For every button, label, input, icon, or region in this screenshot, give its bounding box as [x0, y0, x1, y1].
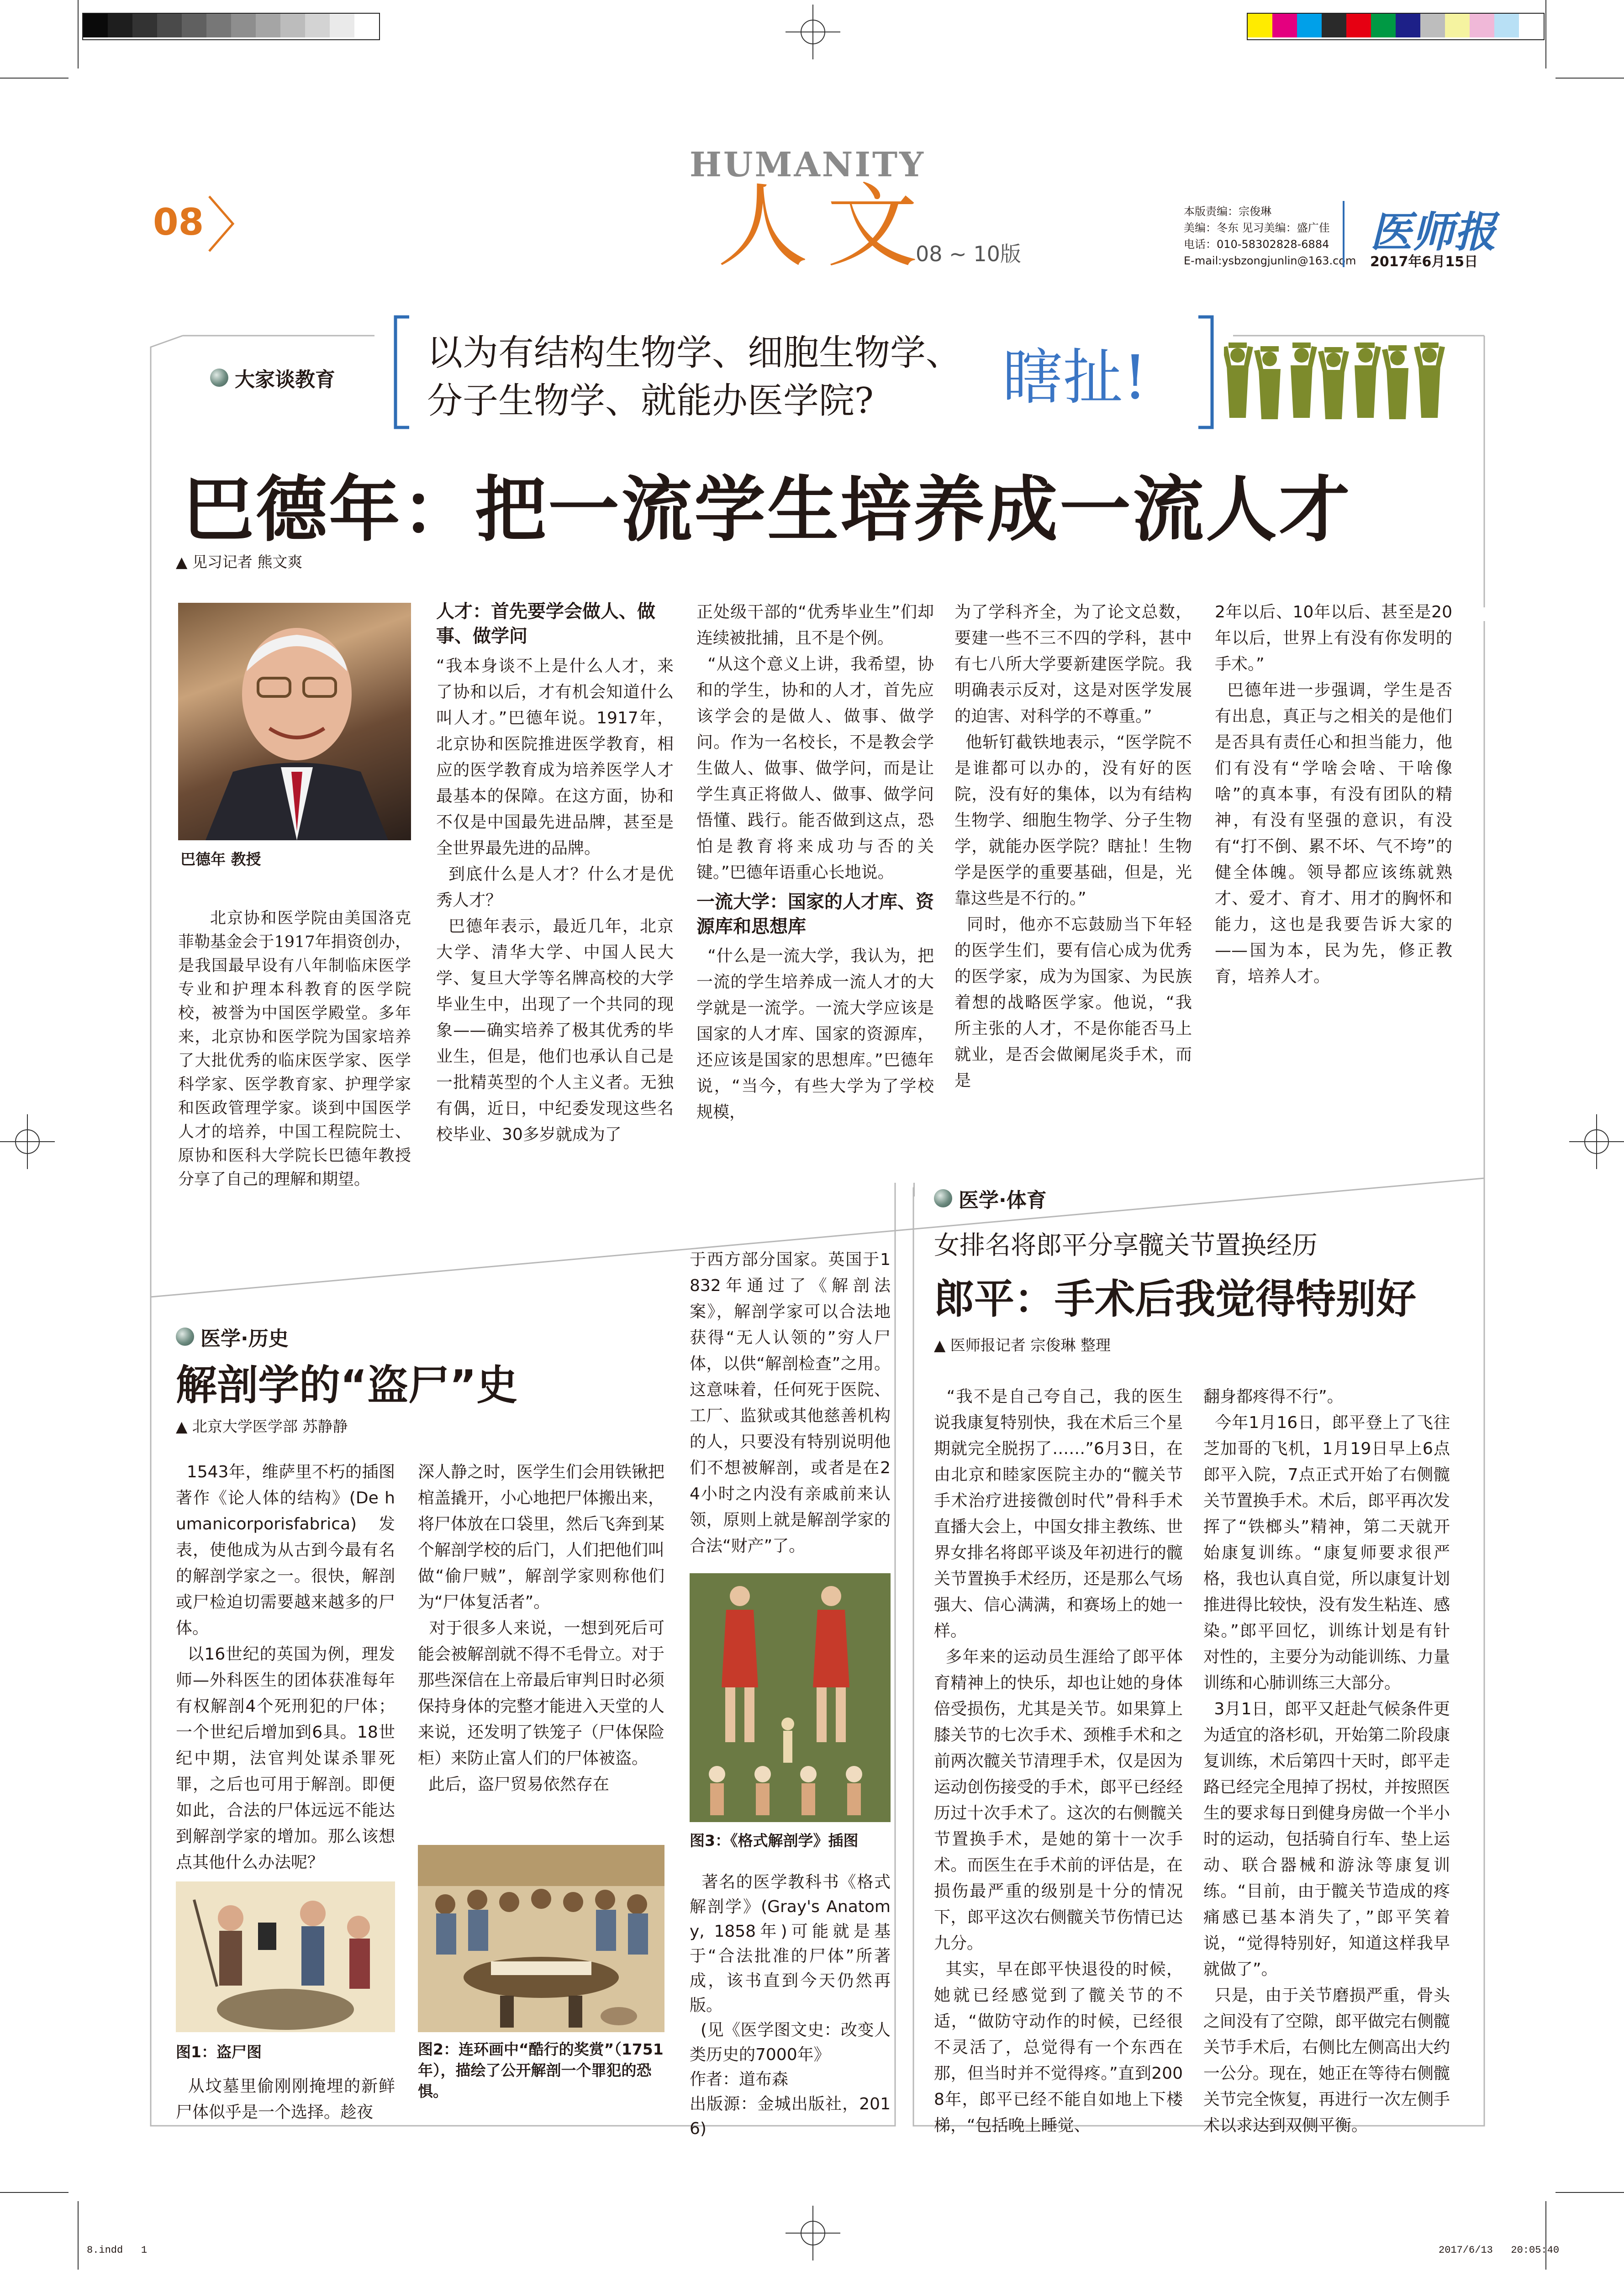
article1-byline: ▲ 见习记者 熊文爽 [176, 553, 303, 571]
article3-headline: 郎平：手术后我觉得特别好 [934, 1275, 1417, 1323]
article2-col1-bottom: 从坟墓里偷刚刚掩埋的新鲜尸体似乎是一个选择。趁夜 [176, 2077, 395, 2122]
graduates-silhouette-icon [1224, 338, 1471, 420]
article3-kicker: 女排名将郎平分享髋关节置换经历 [934, 1231, 1318, 1260]
article2-headline: 解剖学的“盗尸”史 [176, 1361, 518, 1409]
quote-bracket-right-icon [1197, 315, 1215, 429]
article1-intro: 北京协和医学院由美国洛克菲勒基金会于1917年捐资创办，是我国最早设有八年制临床医学专业和护理本科教育的医学院校，被誉为中国医学殿堂。多年来，北京协和医学院为国家培养了大批优秀的临床医学家、医学科学家、医学教育家、护理学家和医政管理学家。谈到中国医学人才的培养，中国工程院院士、原协和医科大学院长巴德年教授分享了自己的理解和期望。 [178, 909, 411, 1189]
section-dot-icon [176, 1328, 194, 1346]
design-credit: 美编：冬东 见习美编：盛广佳 [1184, 221, 1330, 234]
quote-line-1: 以为有结构生物学、细胞生物学、 [427, 332, 962, 374]
article1-subhead-1: 人才：首先要学会做人、做事、做学问 [436, 601, 655, 647]
article3-divider [913, 1183, 915, 1196]
article3-col1: “我不是自己夸自己，我的医生说我康复特别快，我在术后三个星期就完全脱拐了……”6月3日，在由北京和睦家医院主办的“髋关节手术治疗进接微创时代”骨科手术直播大会上，中国女排主教练、世界女排名将郎平谈及年初进行的髋关节置换手术经历，还是那么气场强大、信心满满，和赛场上的她一样。 多年来的运动员生涯给了郎平体育精神上的快乐，却也让她的身体倍受损伤，尤其是关节。如果算上膝关节的七次手术、颈椎手术和之前两次髋关节清理手术，仅是因为运动创伤接受的手术，郎平已经经历过十次手术了。这次的右侧髋关节置换手术，是她的第十一次手术。而医生在手术前的评估是，在损伤最严重的级别是十分的情况下，郎平这次右侧髋关节伤情已达九分。 其实，早在郎平快退役的时候，她就已经感觉到了髋关节的不适，“做防守动作的时候，已经很不灵活了，总觉得有一个东西在那，但当时并不觉得疼。”直到2008年，郎平已经不能自如地上下楼梯，“包括晚上睡觉、 [934, 1387, 1183, 2135]
article1-headline: 巴德年：把一流学生培养成一流人才 [183, 468, 1352, 551]
file-slug: 8.indd 1 [87, 2245, 148, 2256]
article3-col2: 翻身都疼得不行”。 今年1月16日，郎平登上了飞往芝加哥的飞机，1月19日早上6点郎平入院，7点正式开始了右侧髋关节置换手术。术后，郎平再次发挥了“铁榔头”精神，第二天就开始康复训练。“康复师要求很严格，我也认真自觉，所以康复计划推进得比较快，没有发生粘连、感染。”郎平回忆，训练计划是有针对性的，主要分为动能训练、力量训练和心肺训练三大部分。 3月1日，郎平又赶赴气候条件更为适宜的洛杉矶，开始第二阶段康复训练，术后第四十天时，郎平走路已经完全甩掉了拐杖，并按照医生的要求每日到健身房做一个半小时的运动，包括骑自行车、垫上运动、联合器械和游泳等康复训练。“目前，由于髋关节造成的疼痛感已基本消失了，”郎平笑着说，“觉得特别好，知道这样我早就做了”。 只是，由于关节磨损严重，骨头之间没有了空隙，郎平做完右侧髋关节手术后，右侧比左侧高出大约一公分。现在，她正在等待右侧髋关节完全恢复，再进行一次左侧手术以求达到双侧平衡。 [1203, 1387, 1450, 2135]
paper-logo: 医师报 [1370, 207, 1497, 257]
article1-col3a: 正处级干部的“优秀毕业生”们却连续被批捕，且不是个例。 “从这个意义上讲，我希望，协和的学生，协和的人才，首先应该学会的是做人、做事、做学问。作为一名校长，不是教会学生做人、做事、做学问，而是让学生真正将做人、做事、做学问悟懂、践行。能否做到这点，恐怕是教育将来成功与否的关键。”巴德年语重心长地说。 [696, 603, 934, 882]
article1-subhead-2: 一流大学：国家的人才库、资源库和思想库 [696, 891, 934, 937]
grave-robbers-illustration [176, 1881, 395, 2032]
section-dot-icon [934, 1189, 952, 1207]
portrait-figure-icon [178, 603, 411, 840]
figure3-image [690, 1573, 891, 1822]
quote-bracket-left-icon [393, 315, 411, 429]
photo-caption: 巴德年 教授 [180, 850, 261, 868]
humanity-label: HUMANITY [690, 145, 925, 184]
figure1-caption: 图1：盗尸图 [176, 2043, 262, 2061]
timestamp-slug: 2017/6/13 20:05:40 [1439, 2245, 1560, 2256]
section-title: 人文 [717, 174, 937, 280]
dissection-scene-illustration [418, 1845, 664, 2032]
figure3-caption: 图3：《格式解剖学》插图 [690, 1832, 859, 1849]
article1-tag: 大家谈教育 [210, 363, 335, 392]
issue-date: 2017年6月15日 [1370, 254, 1478, 270]
editor-credit: 本版责编：宗俊琳 [1184, 205, 1271, 218]
article2-col1: 1543年，维萨里不朽的插图著作《论人体的结构》(De humanicorporisfabrica)发表，使他成为从古到今最有名的解剖学家之一。很快，解剖或尸检迫切需要越来越多的尸体。 以16世纪的英国为例，理发师—外科医生的团体获准每年有权解剖4个死刑犯的尸体；一个世纪后增加到6具。18世纪中期，法官判处谋杀罪死罪，之后也可用于解剖。即便如此，合法的尸体远远不能达到解剖学家的增加。那么该想点其他什么办法呢？ [176, 1463, 395, 1872]
article1-col3b: “什么是一流大学，我认为，把一流的学生培养成一流人才的大学就是一流学。一流大学应该是国家的人才库、国家的资源库，还应该是国家的思想库。”巴德年说，“当今，有些大学为了学校规模， [696, 947, 934, 1122]
section-dot-icon [210, 369, 228, 387]
article1-col4: 为了学科齐全，为了论文总数，要建一些不三不四的学科，甚中有七八所大学要新建医学院。我明确表示反对，这是对医学发展的迫害、对科学的不尊重。” 他斩钉截铁地表示，“医学院不是谁都可以办的，没有好的医院，没有好的集体，以为有结构生物学、细胞生物学、分子生物学，就能办医学院？瞎扯！生物学是医学的重要基础，但是，光靠这些是不行的。” 同时，他亦不忘鼓励当下年轻的医学生们，要有信心成为优秀的医学家，成为为国家、为民族着想的战略医学家。他说，“我所主张的人才，不是你能否马上就业，是否会做阑尾炎手术，而是 [954, 603, 1192, 1090]
article1-col5: 2年以后、10年以后、甚至是20年以后，世界上有没有你发明的手术。” 巴德年进一步强调，学生是否有出息，真正与之相关的是他们是否具有责任心和担当能力，他们有没有“学啥会啥、干啥像啥”的真本事，有没有团队的精神，有没有坚强的意识，有没有“打不倒、累不坏、气不垮”的健全体魄。领导都应该练就熟才、爱才、育才、用才的胸怀和能力，这也是我要告诉大家的——国为本，民为先，修正教育，培养人才。 [1215, 603, 1452, 986]
article1-col2: “我本身谈不上是什么人才，来了协和以后，才有机会知道什么叫人才。”巴德年说。1917年，北京协和医院推进医学教育，相应的医学教育成为培养医学人才最基本的保障。在这方面，协和不仅是中国最先进品牌，甚至是全世界最先进的品牌。 到底什么是人才？什么才是优秀人才？ 巴德年表示，最近几年，北京大学、清华大学、中国人民大学、复旦大学等名牌高校的大学毕业生中，出现了一个共同的现象——确实培养了极其优秀的毕业生，但是，他们也承认自己是一批精英型的个人主义者。无独有偶，近日，中纪委发现这些名校毕业、30多岁就成为了 [436, 657, 674, 1144]
phone-credit: 电话：010-58302828-6884 [1184, 238, 1329, 251]
article3-tag: 医学·体育 [934, 1184, 1047, 1213]
figure2-caption: 图2：连环画中“酷行的奖赏”（1751年），描绘了公开解剖一个罪犯的恐惧。 [418, 2040, 664, 2100]
article3-byline: ▲ 医师报记者 宗俊琳 整理 [934, 1336, 1111, 1354]
article2-col2: 深人静之时，医学生们会用铁锹把棺盖撬开，小心地把尸体搬出来，将尸体放在口袋里，然后飞奔到某个解剖学校的后门，人们把他们叫做“偷尸贼”，解剖学家则称他们为“尸体复活者”。 对于很多人来说，一想到死后可能会被解剖就不得不毛骨立。对于那些深信在上帝最后审判日时必须保持身体的完整才能进入天堂的人来说，还发明了铁笼子（尸体保险柜）来防止富人们的尸体被盗。 此后，盗尸贸易依然存在 [418, 1463, 665, 1794]
quote-exclaim: 瞎扯! [1002, 342, 1148, 413]
article2-col3-b: 著名的医学教科书《格式解剖学》(Gray's Anatomy, 1858年)可能就是基于“合法批准的尸体”所著成，该书直到今天仍然再版。 (见《医学图文史：改变人类历史的7000年》 作者：道布森 出版源：金城出版社，2016) [690, 1873, 891, 2138]
article2-col3: 于西方部分国家。英国于1832年通过了《解剖法案》，解剖学家可以合法地获得“无人认领的”穷人尸体，以供“解剖检查”之用。这意味着，任何死于医院、工厂、监狱或其他慈善机构的人，只要没有特别说明他们不想被解剖，或者是在24小时之内没有亲戚前来认领，原则上就是解剖学家的合法“财产”了。 [690, 1250, 891, 1555]
anatomy-plates-illustration [690, 1573, 891, 1822]
quote-line-2: 分子生物学、就能办医学院? [427, 380, 874, 422]
section-range: 08 ~ 10版 [916, 242, 1021, 266]
article2-byline: ▲ 北京大学医学部 苏静静 [176, 1417, 348, 1435]
page-number: 08 [153, 201, 204, 243]
article2-tag: 医学·历史 [176, 1322, 289, 1351]
email-credit: E-mail:ysbzongjunlin@163.com [1184, 254, 1356, 267]
figure1-image [176, 1881, 395, 2032]
figure2-image [418, 1845, 664, 2032]
portrait-photo [178, 603, 411, 840]
